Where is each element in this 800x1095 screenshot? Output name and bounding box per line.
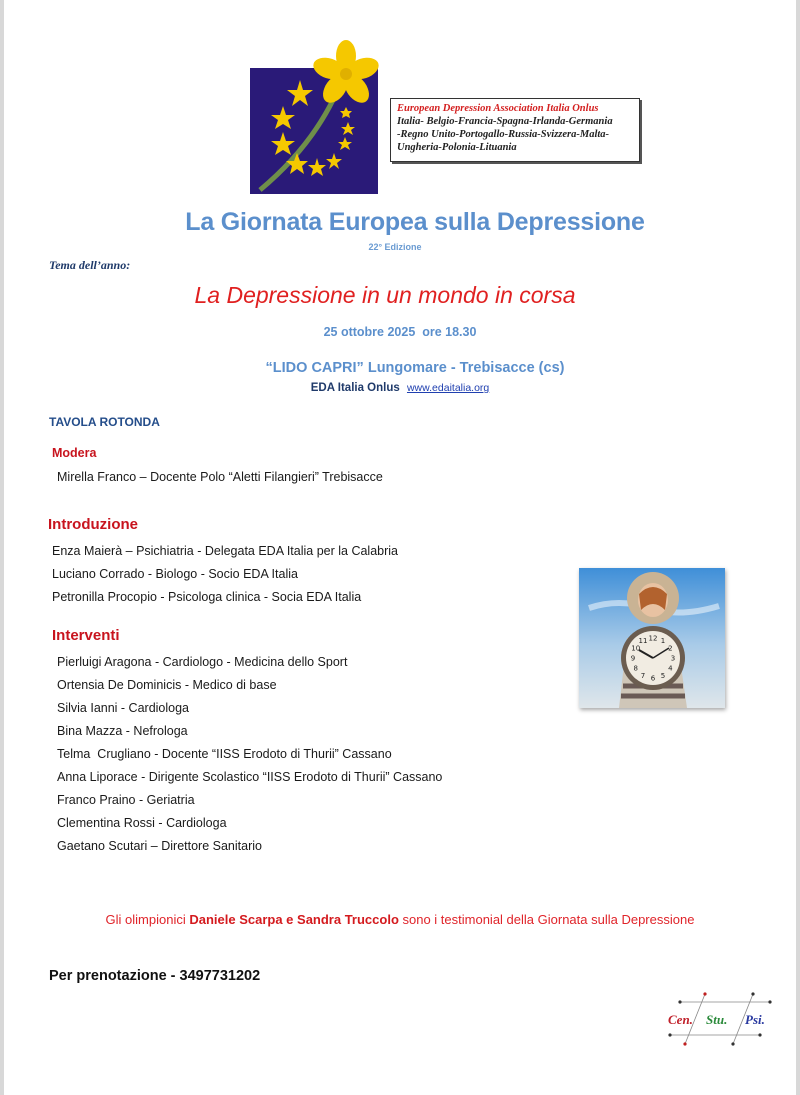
modera-heading: Modera <box>52 446 97 460</box>
woman-holding-clock-icon <box>579 568 725 708</box>
page-title: La Giornata Europea sulla Depressione <box>185 208 645 236</box>
page-edge-right <box>796 0 800 1095</box>
clock-numeral: 12 <box>648 634 658 643</box>
organization-countries-3: Ungheria-Polonia-Lituania <box>397 142 517 153</box>
censtupsi-part2: Stu. <box>706 1012 728 1027</box>
clock-numeral: 4 <box>668 664 673 673</box>
list-item: Ortensia De Dominicis - Medico di base <box>57 678 277 692</box>
organization-countries-2: -Regno Unito-Portogallo-Russia-Svizzera-Malta- <box>397 129 610 140</box>
clock-numeral: 3 <box>670 654 676 663</box>
list-item: Pierluigi Aragona - Cardiologo - Medicina dello Sport <box>57 655 348 669</box>
edition-label: 22° Edizione <box>368 242 422 252</box>
booking-phone: Per prenotazione - 3497731202 <box>49 968 261 984</box>
censtupsi-logo-icon <box>665 990 780 1050</box>
censtupsi-part1: Cen. <box>668 1012 693 1027</box>
censtupsi-logo <box>665 990 780 1050</box>
eda-logo-icon <box>238 40 388 202</box>
testimonial-names: Daniele Scarpa e Sandra Truccolo <box>189 912 399 927</box>
clock-numeral: 2 <box>668 644 673 653</box>
clock-numeral: 9 <box>630 654 636 663</box>
organization-countries-1: Italia- Belgio-Francia-Spagna-Irlanda-Germania <box>397 116 613 127</box>
theme-title: La Depressione in un mondo in corsa <box>194 282 576 308</box>
organization-name: European Depression Association Italia Onlus <box>397 103 599 114</box>
list-item: Franco Praino - Geriatria <box>57 793 195 807</box>
list-item: Luciano Corrado - Biologo - Socio EDA Italia <box>52 567 298 581</box>
moderator: Mirella Franco – Docente Polo “Aletti Filangieri” Trebisacce <box>57 470 383 484</box>
page-edge-left <box>0 0 4 1095</box>
clock-numeral: 6 <box>650 674 656 683</box>
testimonial-suffix: sono i testimonial della Giornata sulla Depressione <box>398 912 695 927</box>
event-venue: “LIDO CAPRI” Lungomare - Trebisacce (cs) <box>265 360 565 376</box>
list-item: Clementina Rossi - Cardiologa <box>57 816 227 830</box>
section-title: TAVOLA ROTONDA <box>49 415 160 429</box>
clock-numeral: 5 <box>660 671 666 680</box>
testimonial-prefix: Gli olimpionici <box>105 912 190 927</box>
list-item: Petronilla Procopio - Psicologa clinica - Socia EDA Italia <box>52 590 362 604</box>
tema-label: Tema dell’anno: <box>49 258 131 272</box>
eda-label: EDA Italia Onlus <box>310 382 400 394</box>
list-item: Enza Maierà – Psichiatria - Delegata EDA Italia per la Calabria <box>52 544 399 558</box>
list-item: Silvia Ianni - Cardiologa <box>57 701 190 715</box>
website-link[interactable]: www.edaitalia.org <box>406 382 490 394</box>
clock-numeral: 11 <box>638 637 648 646</box>
clock-numeral: 7 <box>640 671 646 680</box>
list-item: Bina Mazza - Nefrologa <box>57 724 188 738</box>
organization-box <box>390 98 640 162</box>
woman-clock-photo <box>579 568 725 708</box>
clock-numeral: 10 <box>631 644 641 653</box>
list-item: Gaetano Scutari – Direttore Sanitario <box>57 839 262 853</box>
interventi-heading: Interventi <box>52 627 120 644</box>
eda-line <box>0 382 800 394</box>
clock-numeral: 1 <box>660 637 666 646</box>
testimonial-line <box>0 912 800 927</box>
censtupsi-part3: Psi. <box>745 1012 765 1027</box>
event-date: 25 ottobre 2025 ore 18.30 <box>323 325 477 339</box>
list-item: Telma Crugliano - Docente “IISS Erodoto di Thurii” Cassano <box>57 747 392 761</box>
list-item: Anna Liporace - Dirigente Scolastico “IISS Erodoto di Thurii” Cassano <box>57 770 443 784</box>
clock-numeral: 8 <box>633 664 638 673</box>
introduzione-heading: Introduzione <box>48 516 138 533</box>
